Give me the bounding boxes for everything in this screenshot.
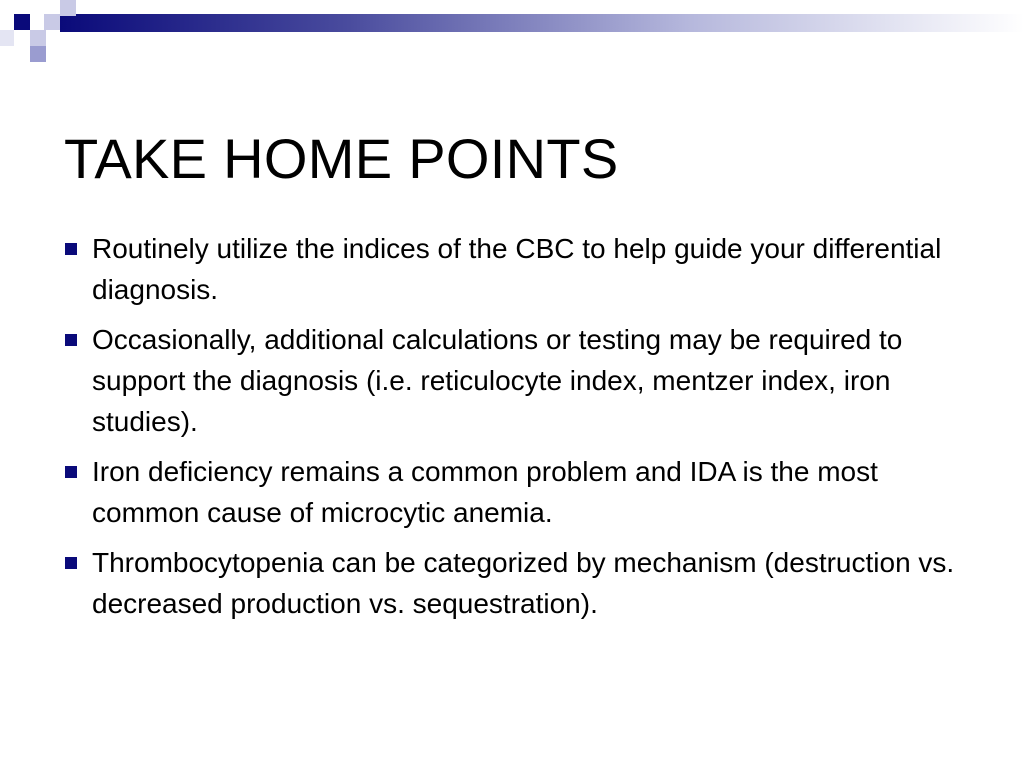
square-bullet-icon bbox=[65, 466, 77, 478]
bullet-item bbox=[62, 451, 982, 533]
bullet-text: Thrombocytopenia can be categorized by mechanism (destruction vs. decreased production vs. sequestration). bbox=[92, 547, 955, 619]
square-bullet-icon bbox=[65, 243, 77, 255]
bullet-text: Occasionally, additional calculations or testing may be required to support the diagnosis (i.e. reticulocyte index, mentzer index, iron studies). bbox=[92, 324, 903, 437]
bullet-list bbox=[62, 228, 982, 633]
header-gradient-bar bbox=[60, 14, 1024, 32]
decorative-square bbox=[60, 0, 76, 16]
bullet-text: Routinely utilize the indices of the CBC to help guide your differential diagnosis. bbox=[92, 233, 942, 305]
bullet-item bbox=[62, 228, 982, 310]
decorative-square bbox=[30, 30, 46, 46]
decorative-square bbox=[44, 14, 60, 30]
slide-title: TAKE HOME POINTS bbox=[64, 127, 619, 190]
bullet-text: Iron deficiency remains a common problem and IDA is the most common cause of microcytic anemia. bbox=[92, 456, 878, 528]
square-bullet-icon bbox=[65, 557, 77, 569]
decorative-square bbox=[0, 30, 14, 46]
square-bullet-icon bbox=[65, 334, 77, 346]
decorative-square bbox=[30, 46, 46, 62]
bullet-item bbox=[62, 319, 982, 442]
bullet-item bbox=[62, 542, 982, 624]
decorative-square bbox=[14, 14, 30, 30]
